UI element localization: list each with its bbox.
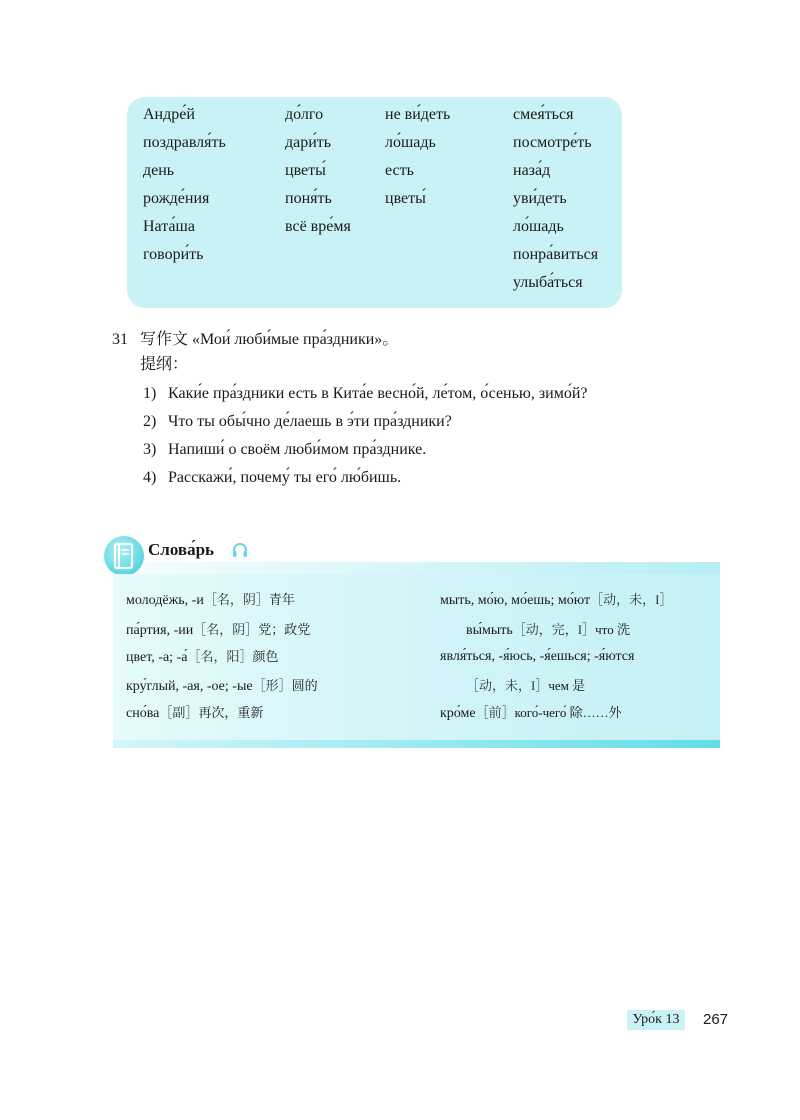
word-item: не ви́деть	[385, 106, 451, 123]
word-item: поня́ть	[285, 190, 332, 207]
vocab-gloss: что 洗	[595, 622, 630, 637]
vocab-grammar: ［动，完，I］	[512, 622, 596, 637]
vocab-grammar: ［前］	[475, 705, 515, 720]
word-item: цветы́	[285, 162, 326, 179]
word-column-4	[513, 101, 598, 297]
word-item: ло́шадь	[385, 134, 436, 151]
vocab-word: вы́мыть	[466, 623, 513, 638]
word-item: улыба́ться	[513, 274, 583, 291]
vocabulary-bottom-stripe	[113, 740, 720, 748]
word-column-3	[385, 101, 450, 213]
vocab-entry	[466, 675, 585, 697]
vocab-word: па́ртия, -ии	[126, 623, 194, 638]
vocabulary-box	[113, 574, 720, 748]
vocabulary-title: Слова́рь	[148, 540, 215, 559]
vocab-gloss: 颜色	[252, 649, 279, 664]
vocab-grammar: ［形］	[252, 678, 292, 693]
vocab-word: цвет, -а; -а́	[126, 650, 188, 665]
word-item: рожде́ния	[143, 190, 210, 207]
word-item: день	[143, 162, 175, 179]
vocab-entry	[466, 619, 630, 641]
word-item: дари́ть	[285, 134, 332, 151]
exercise-item-text: Что ты обы́чно де́лаешь в э́ти пра́здники?	[168, 413, 452, 430]
vocab-grammar: ［动，未，I］	[590, 592, 673, 607]
exercise-item-number: 3)	[143, 441, 157, 458]
word-box	[127, 97, 622, 308]
headphone-icon	[231, 541, 249, 559]
word-item: говори́ть	[143, 246, 204, 263]
vocab-gloss: 党；政党	[258, 622, 311, 637]
exercise-item-number: 1)	[143, 385, 157, 402]
exercise-item-text: Расскажи́, почему́ ты его́ лю́бишь.	[168, 469, 402, 486]
vocab-gloss: чем 是	[548, 678, 586, 693]
vocab-word: кру́глый, -ая, -ое; -ые	[126, 679, 253, 694]
word-item: есть	[385, 162, 414, 179]
lesson-label: Уро́к 13	[627, 1010, 685, 1030]
vocab-word: явля́ться, -я́юсь, -я́ешься; -я́ются	[440, 649, 635, 664]
exercise-item-text: Каки́е пра́здники есть в Кита́е весно́й, ле́том, о́сенью, зимо́й?	[168, 385, 588, 402]
word-item: до́лго	[285, 106, 324, 123]
word-item: смея́ться	[513, 106, 574, 123]
word-item: цветы́	[385, 190, 426, 207]
exercise-item-number: 2)	[143, 413, 157, 430]
vocab-entry	[126, 702, 263, 724]
vocab-grammar: ［名，阴］	[193, 622, 259, 637]
vocab-entry	[126, 646, 278, 668]
vocab-gloss: 青年	[268, 592, 295, 607]
exercise-outline-label: 提纲：	[140, 356, 189, 373]
word-item: ло́шадь	[513, 218, 564, 235]
vocab-entry	[440, 702, 622, 724]
word-item: всё вре́мя	[285, 218, 351, 235]
word-item: Андре́й	[143, 106, 195, 123]
exercise-title: 写作文 «Мои́ люби́мые пра́здники»。	[140, 331, 399, 348]
word-item: поздравля́ть	[143, 134, 226, 151]
page-number: 267	[703, 1011, 729, 1028]
vocab-word: мыть, мо́ю, мо́ешь; мо́ют	[440, 593, 591, 608]
exercise-item-number: 4)	[143, 469, 157, 486]
vocab-gloss: кого́-чего́ 除……外	[514, 705, 622, 720]
vocab-entry	[440, 589, 672, 611]
vocab-gloss: 再次，重新	[198, 705, 264, 720]
word-item: уви́деть	[513, 190, 567, 207]
vocab-entry	[440, 646, 634, 668]
vocab-entry	[126, 675, 318, 697]
exercise-item-text: Напиши́ о своём люби́мом пра́зднике.	[168, 441, 427, 458]
word-item: понра́виться	[513, 246, 599, 263]
vocab-entry	[126, 589, 295, 611]
vocab-entry	[126, 619, 310, 641]
word-item: наза́д	[513, 162, 551, 179]
vocab-grammar: ［名，阳］	[187, 649, 253, 664]
word-item: Ната́ша	[143, 218, 195, 235]
vocab-gloss: 圆的	[291, 678, 318, 693]
vocab-grammar: ［名，阴］	[203, 592, 269, 607]
word-column-2	[285, 101, 351, 241]
vocab-word: кро́ме	[440, 706, 476, 721]
vocab-grammar: ［副］	[159, 705, 199, 720]
word-column-1	[143, 101, 226, 269]
vocab-word: сно́ва	[126, 706, 160, 721]
vocabulary-header-strip	[143, 562, 720, 574]
vocab-word: молодёжь, -и	[126, 593, 204, 608]
book-icon	[103, 535, 145, 577]
exercise-number: 31	[112, 331, 128, 348]
word-item: посмотре́ть	[513, 134, 592, 151]
vocab-grammar: ［动，未，I］	[466, 678, 549, 693]
